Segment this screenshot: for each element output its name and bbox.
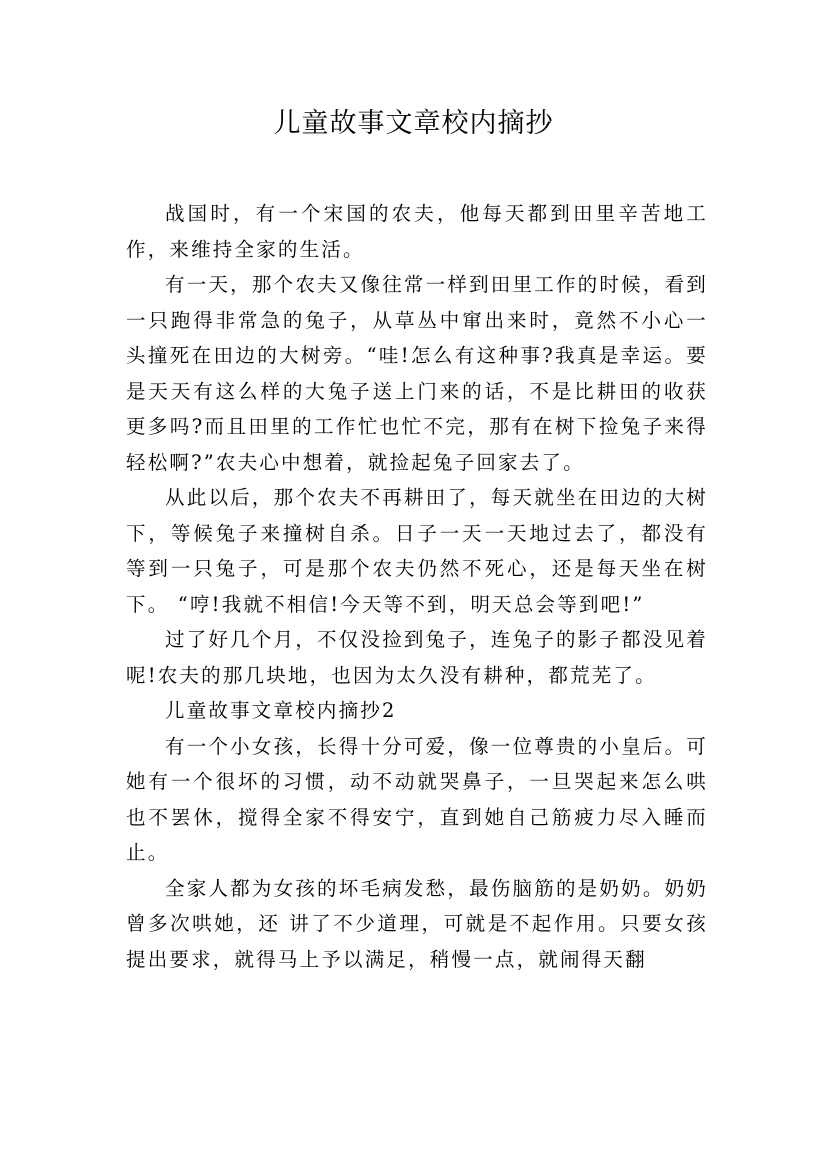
paragraph-5: 有一个小女孩，长得十分可爱，像一位尊贵的小皇后。可她有一个很坏的习惯，动不动就哭鼻子，一旦哭起来怎么哄也不罢休，搅得全家不得安宁，直到她自己筋疲力尽入睡而止。 — [126, 734, 708, 864]
paragraph-6: 全家人都为女孩的坏毛病发愁，最伤脑筋的是奶奶。奶奶曾多次哄她，还 讲了不少道理，可就是不起作用。只要女孩提出要求，就得马上予以满足，稍慢一点，就闹得天翻 — [126, 876, 708, 971]
document-title: 儿童故事文章校内摘抄 — [273, 108, 554, 139]
paragraph-1: 战国时，有一个宋国的农夫，他每天都到田里辛苦地工作，来维持全家的生活。 — [126, 202, 708, 261]
paragraph-2: 有一天，那个农夫又像往常一样到田里工作的时候，看到一只跑得非常急的兔子，从草丛中窜出来时，竟然不小心一头撞死在田边的大树旁。“哇!怎么有这种事?我真是幸运。要是天天有这么样的大兔子送上门来的话，不是比耕田的收获更多吗?而且田里的工作忙也忙不完，那有在树下捡兔子来得轻松啊?”农夫心中想着，就捡起兔子回家去了。 — [126, 273, 708, 474]
paragraph-4: 过了好几个月，不仅没捡到兔子，连兔子的影子都没见着呢!农夫的那几块地，也因为太久没有耕种，都荒芜了。 — [126, 628, 708, 687]
paragraph-3: 从此以后，那个农夫不再耕田了，每天就坐在田边的大树下，等候兔子来撞树自杀。日子一天一天地过去了，都没有等到一只兔子，可是那个农夫仍然不死心，还是每天坐在树下。 “哼!我就不相信!今天等不到，明天总会等到吧!” — [126, 486, 708, 616]
document-body — [126, 196, 708, 977]
section-heading-2: 儿童故事文章校内摘抄2 — [165, 699, 397, 722]
